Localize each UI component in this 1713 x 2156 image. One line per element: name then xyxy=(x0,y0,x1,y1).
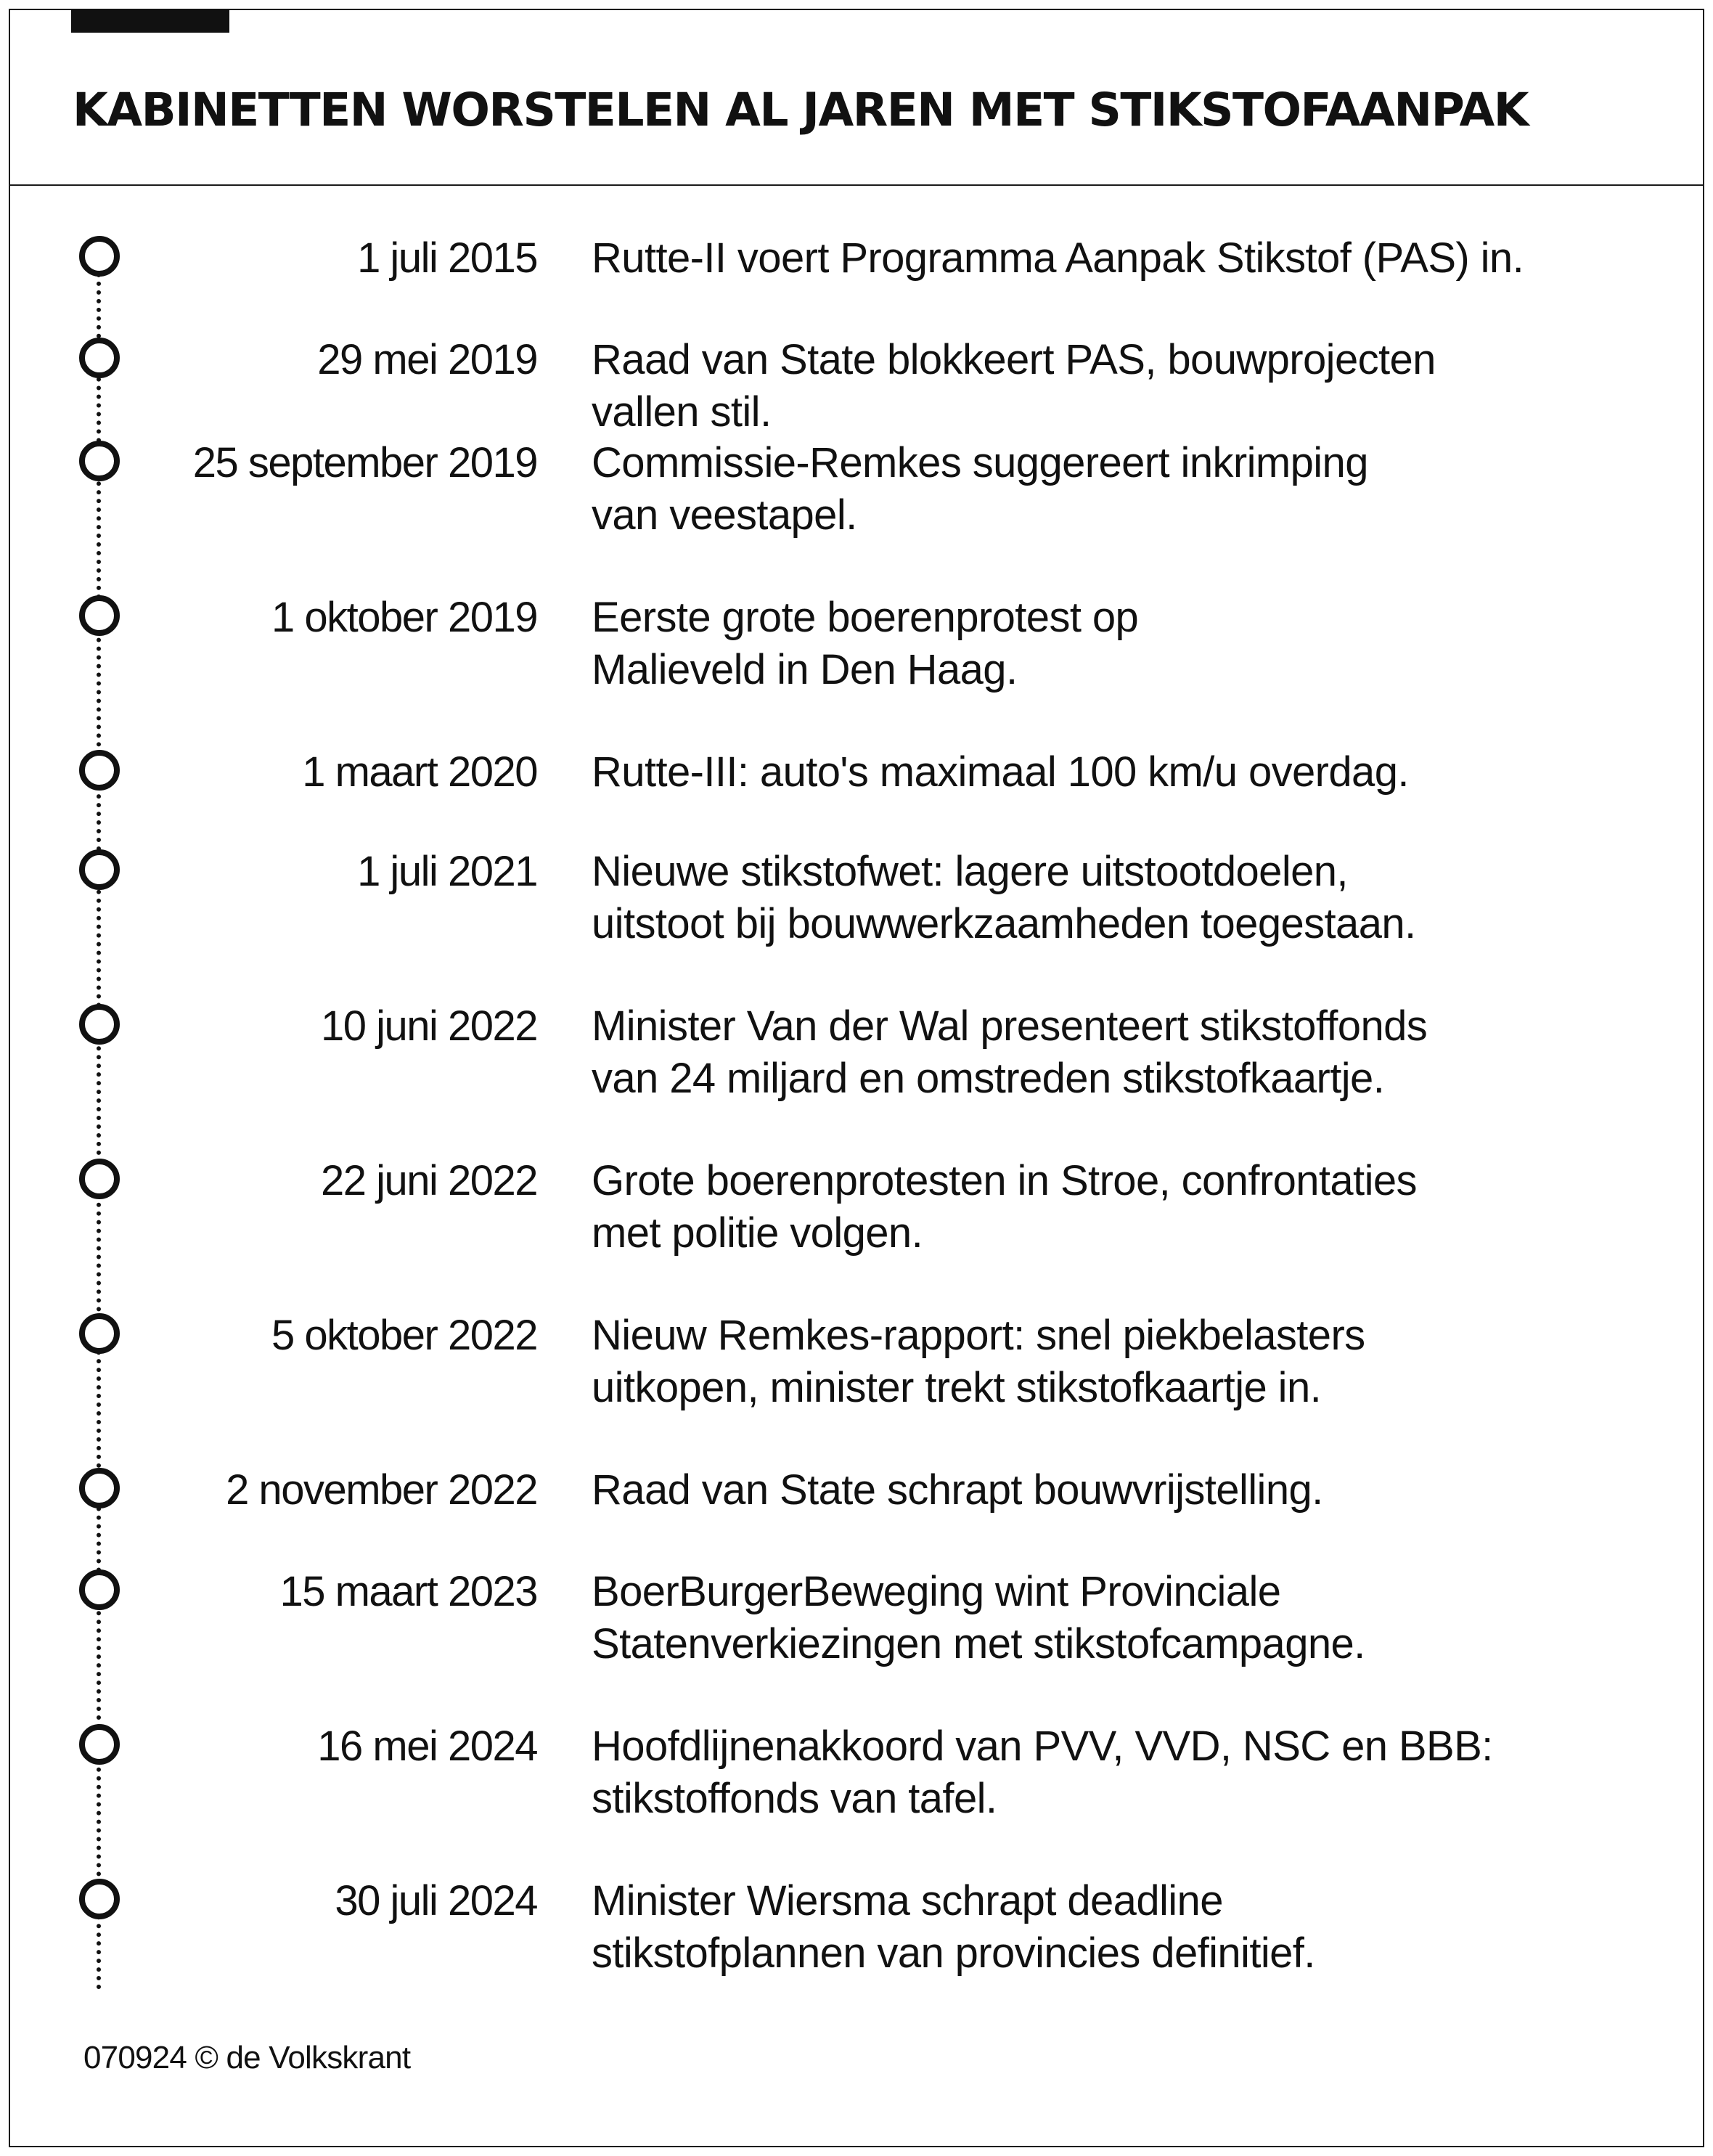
event-description-line: Malieveld in Den Haag. xyxy=(592,646,1018,693)
timeline-marker-icon xyxy=(79,1468,120,1508)
event-date: 15 maart 2023 xyxy=(279,1568,537,1615)
event-date: 30 juli 2024 xyxy=(335,1877,537,1924)
event-date: 10 juni 2022 xyxy=(320,1003,537,1050)
event-description xyxy=(592,1155,1688,1259)
event-date: 25 september 2019 xyxy=(192,439,537,486)
event-description xyxy=(592,1310,1688,1414)
event-date: 2 november 2022 xyxy=(226,1466,537,1514)
timeline-marker-icon xyxy=(79,1159,120,1199)
event-description xyxy=(592,1464,1688,1516)
event-date: 16 mei 2024 xyxy=(317,1723,537,1770)
timeline-marker-icon xyxy=(79,595,120,636)
event-description-line: stikstofplannen van provincies definitief. xyxy=(592,1930,1315,1977)
event-description xyxy=(592,1875,1688,1980)
event-description-line: stikstoffonds van tafel. xyxy=(592,1775,997,1822)
event-description xyxy=(592,1566,1688,1670)
event-description-line: Rutte-II voert Programma Aanpak Stikstof (PAS) in. xyxy=(592,234,1524,282)
event-description-line: uitkopen, minister trekt stikstofkaartje in. xyxy=(592,1364,1322,1411)
event-description xyxy=(592,437,1688,542)
timeline-event xyxy=(0,1720,1713,1837)
timeline-marker-icon xyxy=(79,441,120,481)
event-description-line: van 24 miljard en omstreden stikstofkaartje. xyxy=(592,1055,1385,1102)
timeline-marker-icon xyxy=(79,338,120,378)
event-description-line: Rutte-III: auto's maximaal 100 km/u overdag. xyxy=(592,748,1409,796)
event-description-line: Statenverkiezingen met stikstofcampagne. xyxy=(592,1620,1365,1667)
event-description-line: Eerste grote boerenprotest op xyxy=(592,594,1139,641)
event-description xyxy=(592,334,1688,438)
event-description-line: Nieuwe stikstofwet: lagere uitstootdoelen, xyxy=(592,848,1348,895)
timeline-event xyxy=(0,592,1713,708)
timeline-event xyxy=(0,746,1713,862)
timeline-event xyxy=(0,232,1713,348)
event-date: 22 juni 2022 xyxy=(320,1157,537,1204)
timeline-event xyxy=(0,437,1713,553)
timeline-event xyxy=(0,1464,1713,1580)
timeline-event xyxy=(0,334,1713,450)
event-description-line: Raad van State blokkeert PAS, bouwprojecten xyxy=(592,336,1436,383)
event-description-line: Minister Wiersma schrapt deadline xyxy=(592,1877,1223,1924)
timeline-marker-icon xyxy=(79,1879,120,1919)
event-description xyxy=(592,1720,1688,1825)
event-date: 1 juli 2021 xyxy=(357,848,537,895)
timeline-event xyxy=(0,1566,1713,1682)
event-description xyxy=(592,592,1688,696)
event-description-line: Commissie-Remkes suggereert inkrimping xyxy=(592,439,1368,486)
timeline-event xyxy=(0,1000,1713,1116)
header-divider xyxy=(9,184,1704,186)
event-description-line: Nieuw Remkes-rapport: snel piekbelasters xyxy=(592,1312,1365,1359)
timeline-marker-icon xyxy=(79,849,120,890)
event-date: 1 oktober 2019 xyxy=(271,594,537,641)
timeline-event xyxy=(0,1310,1713,1426)
timeline-event xyxy=(0,1875,1713,1991)
timeline-marker-icon xyxy=(79,750,120,791)
timeline-marker-icon xyxy=(79,1724,120,1765)
event-date: 1 juli 2015 xyxy=(357,234,537,282)
timeline-marker-icon xyxy=(79,1313,120,1354)
event-description xyxy=(592,846,1688,950)
timeline-marker-icon xyxy=(79,236,120,277)
event-description-line: vallen stil. xyxy=(592,388,772,436)
event-date: 29 mei 2019 xyxy=(317,336,537,383)
event-description-line: met politie volgen. xyxy=(592,1209,923,1257)
event-description-line: uitstoot bij bouwwerkzaamheden toegestaan. xyxy=(592,900,1416,947)
event-date: 5 oktober 2022 xyxy=(271,1312,537,1359)
timeline-event xyxy=(0,1155,1713,1271)
event-description xyxy=(592,232,1688,285)
event-description xyxy=(592,1000,1688,1105)
event-description-line: Grote boerenprotesten in Stroe, confrontaties xyxy=(592,1157,1417,1204)
event-description xyxy=(592,746,1688,799)
event-description-line: Hoofdlijnenakkoord van PVV, VVD, NSC en BBB: xyxy=(592,1723,1493,1770)
source-credit: 070924 © de Volkskrant xyxy=(83,2040,411,2075)
timeline-event xyxy=(0,846,1713,962)
timeline-marker-icon xyxy=(79,1569,120,1610)
event-date: 1 maart 2020 xyxy=(302,748,537,796)
event-description-line: Minister Van der Wal presenteert stikstoffonds xyxy=(592,1003,1428,1050)
event-description-line: Raad van State schrapt bouwvrijstelling. xyxy=(592,1466,1323,1514)
event-description-line: van veestapel. xyxy=(592,491,857,539)
header-accent-bar xyxy=(71,9,229,33)
infographic-title: KABINETTEN WORSTELEN AL JAREN MET STIKSTOFAANPAK xyxy=(73,83,1529,136)
timeline-marker-icon xyxy=(79,1004,120,1045)
event-description-line: BoerBurgerBeweging wint Provinciale xyxy=(592,1568,1281,1615)
